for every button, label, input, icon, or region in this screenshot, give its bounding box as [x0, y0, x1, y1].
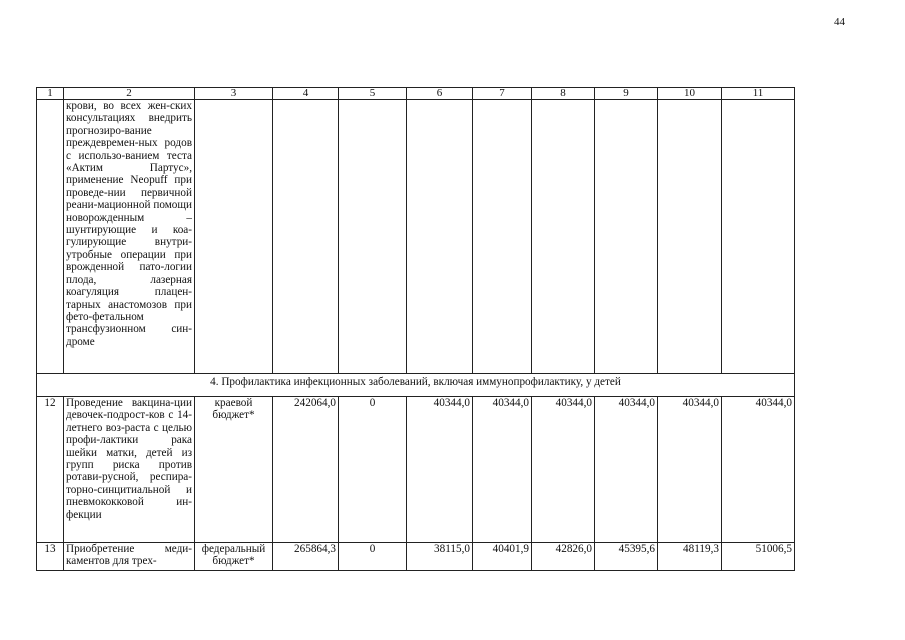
total-amount: 242064,0 — [273, 397, 339, 543]
year-amount: 40344,0 — [722, 397, 795, 543]
continuation-row — [37, 100, 795, 374]
year-amount: 38115,0 — [407, 543, 473, 571]
section-header-row — [37, 374, 795, 397]
year-amount: 40344,0 — [658, 397, 722, 543]
table-row — [37, 543, 795, 571]
column-header: 3 — [195, 88, 273, 100]
column-header: 7 — [473, 88, 532, 100]
column-header: 4 — [273, 88, 339, 100]
year-amount: 0 — [339, 397, 407, 543]
column-header: 6 — [407, 88, 473, 100]
page-number: 44 — [834, 16, 845, 28]
column-header: 9 — [595, 88, 658, 100]
column-header: 5 — [339, 88, 407, 100]
continuation-description: крови, во всех жен-ских консультациях внедрить прогнозиро-вание преждевремен-ных родов с использо-ванием теста «Актим Партус», применение Neopuff при проведе-нии первичной реани-мационной помощи новорожденным – шунтирующие и коа-гулирующие внутри-утробные операции при врожденной пато-логии плода, лазерная коагуляция плацен-тарных анастомозов при фето-фетальном трансфузионном син-дроме — [64, 100, 195, 374]
row-index: 13 — [37, 543, 64, 571]
row-description: Приобретение меди-каментов для трех- — [64, 543, 195, 571]
funding-source — [195, 397, 273, 543]
column-header: 2 — [64, 88, 195, 100]
column-number-header-row — [37, 88, 795, 100]
row-description: Проведение вакцина-ции девочек-подрост-ков с 14-летнего воз-раста с целью профи-лактики рака шейки матки, детей из групп риска против ротави-русной, респира-торно-синцитиальной и пневмококковой ин-фекции — [64, 397, 195, 543]
column-header: 8 — [532, 88, 595, 100]
year-amount: 40401,9 — [473, 543, 532, 571]
column-header: 11 — [722, 88, 795, 100]
funding-source — [195, 543, 273, 571]
year-amount: 45395,6 — [595, 543, 658, 571]
year-amount: 40344,0 — [595, 397, 658, 543]
funding-source-line: федеральный — [201, 543, 266, 555]
section-title: 4. Профилактика инфекционных заболеваний, включая иммунопрофилактику, у детей — [37, 374, 795, 397]
funding-source-line: бюджет* — [212, 555, 255, 568]
year-amount: 48119,3 — [658, 543, 722, 571]
year-amount: 51006,5 — [722, 543, 795, 571]
year-amount: 42826,0 — [532, 543, 595, 571]
funding-source-line: краевой — [214, 397, 253, 409]
year-amount: 40344,0 — [407, 397, 473, 543]
year-amount: 40344,0 — [532, 397, 595, 543]
year-amount: 0 — [339, 543, 407, 571]
column-header: 10 — [658, 88, 722, 100]
table-row — [37, 397, 795, 543]
row-index: 12 — [37, 397, 64, 543]
program-activities-table — [36, 87, 795, 571]
year-amount: 40344,0 — [473, 397, 532, 543]
funding-source-line: бюджет* — [212, 409, 255, 422]
column-header: 1 — [37, 88, 64, 100]
total-amount: 265864,3 — [273, 543, 339, 571]
